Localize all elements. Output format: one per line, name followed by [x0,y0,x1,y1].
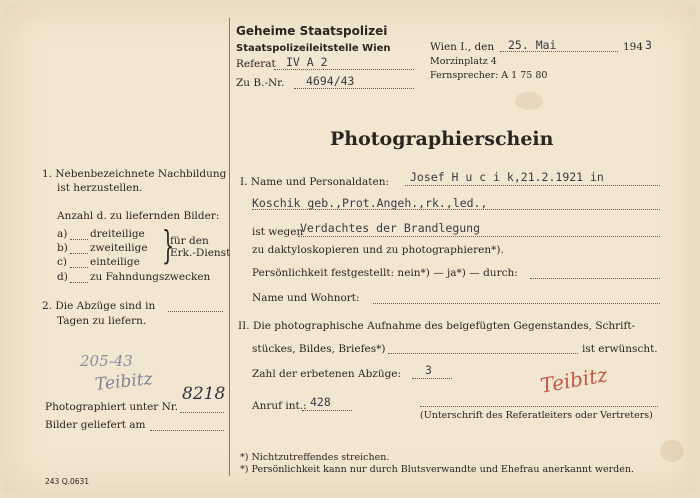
brace-line2: Erk.-Dienst [170,247,231,259]
stain [660,440,684,462]
call-label: Anruf int.: [252,400,307,412]
because-line [298,236,660,237]
date-value: 25. Mai [508,38,557,52]
option-letter: c) [57,256,67,268]
footnote-2: *) Persönlichkeit kann nur durch Blutsverwandte und Ehefrau anerkannt werden. [240,464,635,475]
copies-line [412,378,452,379]
place-label: Wien I., den [430,41,495,53]
footnote-1: *) Nichtzutreffendes streichen. [240,452,390,463]
item2-line1: 2. Die Abzüge sind in [42,300,156,312]
item2-line2: Tagen zu liefern. [57,315,147,327]
identity-label: Persönlichkeit festgestellt: nein*) — ja*) — durch: [252,267,518,279]
option-line [70,282,88,283]
option-label: zweiteilige [90,242,148,254]
section1-label: I. Name und Personaldaten: [240,176,389,188]
name-line [405,185,660,186]
section2-line1: II. Die photographische Aufnahme des beigefügten Gegenstandes, Schrift- [238,320,636,332]
form-code: 243 Q.0631 [45,477,90,486]
purpose: zu daktyloskopieren und zu photographieren*). [252,244,504,256]
date-line [500,51,618,52]
pencil-signature: Teibitz [94,369,154,395]
option-label: dreiteilige [90,228,145,240]
item1-line2: ist herzustellen. [57,182,143,194]
office-name: Staatspolizeileitstelle Wien [236,43,391,54]
ref-no-value: 4694/43 [306,74,355,88]
name-address-label: Name und Wohnort: [252,292,360,304]
photographed-line [180,412,224,413]
option-line [70,253,88,254]
copies-value: 3 [425,363,432,377]
person-data: Koschik geb.,Prot.Angeh.,rk.,led., [252,196,488,210]
signature: Teibitz [538,362,610,398]
days-line [168,311,223,312]
brace-line1: für den [170,235,209,247]
signature-caption: (Unterschrift des Referatleiters oder Vertreters) [420,410,653,421]
photographed-label: Photographiert unter Nr. [45,401,179,413]
section2-line2: stückes, Bildes, Briefes*) [252,343,386,355]
option-letter: a) [57,228,68,240]
agency-name: Geheime Staatspolizei [236,24,388,38]
photographed-value: 8218 [182,384,226,404]
referat-line [274,69,414,70]
person-name: Josef H u c i k,21.2.1921 in [410,170,604,184]
pencil-note: 205-43 [80,352,133,370]
option-line [70,239,88,240]
referat-value: IV A 2 [286,55,328,69]
call-value: 428 [310,395,331,409]
name-address-line [373,303,660,304]
item1-line1: 1. Nebenbezeichnete Nachbildung [42,168,227,180]
count-label: Anzahl d. zu liefernden Bilder: [57,210,220,222]
copies-label: Zahl der erbetenen Abzüge: [252,368,402,380]
ref-no-line [294,88,414,89]
page-title: Photographierschein [330,128,554,150]
option-line [70,267,88,268]
phone: Fernsprecher: A 1 75 80 [430,70,548,81]
option-letter: d) [57,271,68,283]
ref-no-label: Zu B.-Nr. [236,77,285,89]
object-line [388,353,578,354]
stain [515,92,543,110]
address: Morzinplatz 4 [430,56,497,67]
because-value: Verdachtes der Brandlegung [300,221,481,235]
brace: } [162,223,175,267]
delivered-line [150,430,224,431]
call-line [302,410,352,411]
section2-line2-end: ist erwünscht. [582,343,658,355]
identity-line [530,278,660,279]
delivered-label: Bilder geliefert am [45,419,146,431]
signature-line [420,406,658,407]
year-prefix: 194 [623,41,644,53]
year-suffix: 3 [645,38,652,52]
option-label: einteilige [90,256,140,268]
option-label: zu Fahndungszwecken [90,271,211,283]
option-letter: b) [57,242,68,254]
name-line-2 [252,209,660,210]
referat-label: Referat [236,58,276,70]
because-label: ist wegen [252,226,304,238]
